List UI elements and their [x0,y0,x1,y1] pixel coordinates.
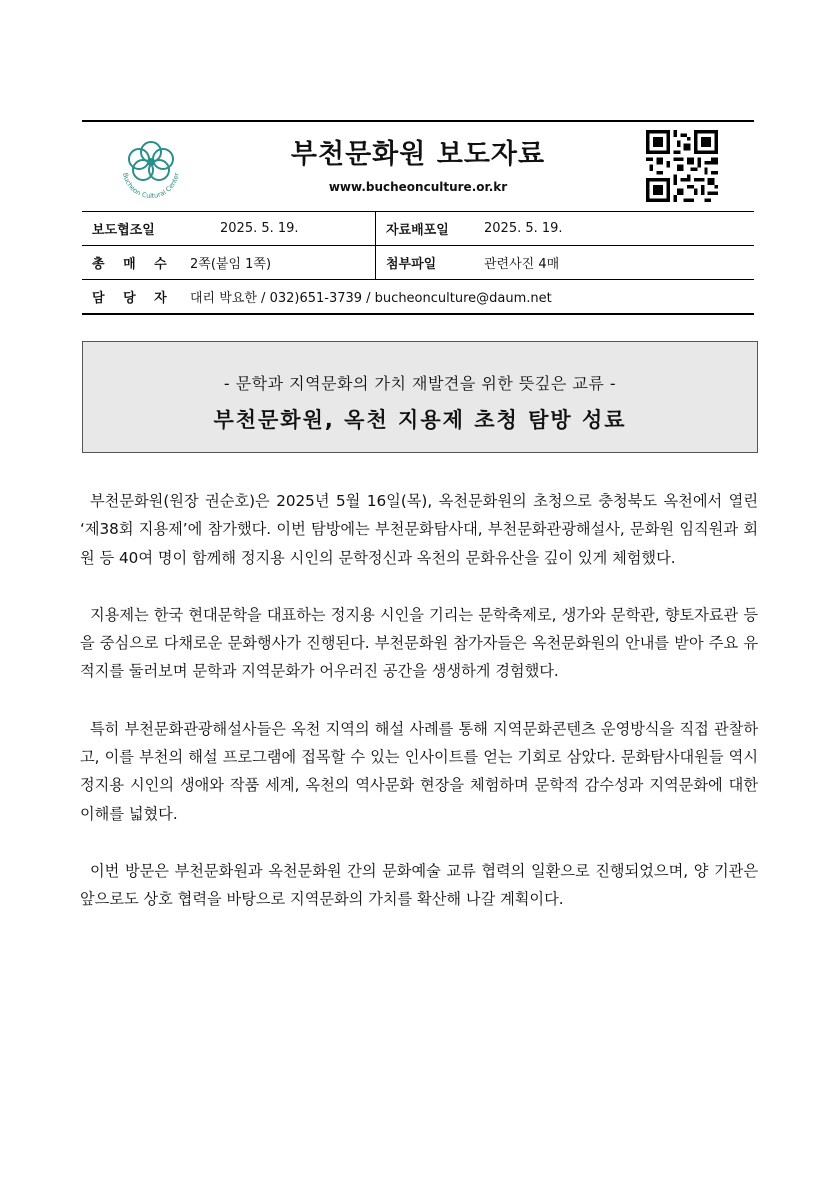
distribution-date-value: 2025. 5. 19. [480,212,754,246]
website-url[interactable]: www.bucheonculture.or.kr [328,180,508,194]
headline-title: 부천문화원, 옥천 지용제 초청 탐방 성료 [213,408,627,432]
body-paragraph: 이번 방문은 부천문화원과 옥천문화원 간의 문화예술 교류 협력의 일환으로 진행되었으며, 양 기관은 앞으로도 상호 협력을 바탕으로 지역문화의 가치를 확산해 나갈 계획이다. [80,861,758,909]
info-row-contact [82,280,754,315]
qr-code-icon [646,130,718,202]
body-paragraph: 지용제는 한국 현대문학을 대표하는 정지용 시인을 기리는 문학축제로, 생가와 문학관, 향토자료관 등을 중심으로 다채로운 문화행사가 진행된다. 부천문화원 참가자들은 옥천문화원의 안내를 받아 주요 유적지를 둘러보며 문학과 지역문화가 어우러진 공간을 생생하게 경험했다. [80,605,758,681]
svg-text:Bucheon Cultural Center: Bucheon Cultural Center [121,172,181,201]
page-title: 부천문화원 보도자료 [290,139,546,170]
info-row-pages [82,246,754,280]
contact-label: 담 당 자 [82,280,186,315]
attachment-label: 첨부파일 [376,246,481,280]
info-row-dates [82,212,754,246]
contact-value: 대리 박요한 / 032)651-3739 / bucheonculture@daum.net [186,280,754,315]
body-paragraph: 부천문화원(원장 권순호)은 2025년 5월 16일(목), 옥천문화원의 초청으로 충청북도 옥천에서 열린 ‘제38회 지용제’에 참가했다. 이번 탐방에는 부천문화탐사대, 부천문화관광해설사, 문화원 임직원과 회원 등 40여 명이 함께해 정지용 시인의 문학정신과 옥천의 문화유산을 깊이 있게 체험했다. [80,492,758,567]
pages-value: 2쪽(붙임 1쪽) [186,246,376,280]
attachment-value: 관련사진 4매 [480,246,754,280]
release-date-value: 2025. 5. 19. [186,212,376,246]
pages-label: 총 매 수 [82,246,186,280]
body-paragraph: 특히 부천문화관광해설사들은 옥천 지역의 해설 사례를 통해 지역문화콘텐츠 운영방식을 직접 관찰하고, 이를 부천의 해설 프로그램에 접목할 수 있는 인사이트를 얻는 기회로 삼았다. 문화탐사대원들 역시 정지용 시인의 생애와 작품 세계, 옥천의 역사문화 현장을 체험하며 문학적 감수성과 지역문화에 대한 이해를 넓혔다. [80,719,758,823]
release-date-label: 보도협조일 [82,212,186,246]
headline-box [82,341,758,453]
press-info-table [82,211,754,315]
article-body [80,487,758,943]
document-header [82,120,754,212]
headline-subtitle: - 문학과 지역문화의 가치 재발견을 위한 뜻깊은 교류 - [223,374,617,393]
distribution-date-label: 자료배포일 [376,212,481,246]
